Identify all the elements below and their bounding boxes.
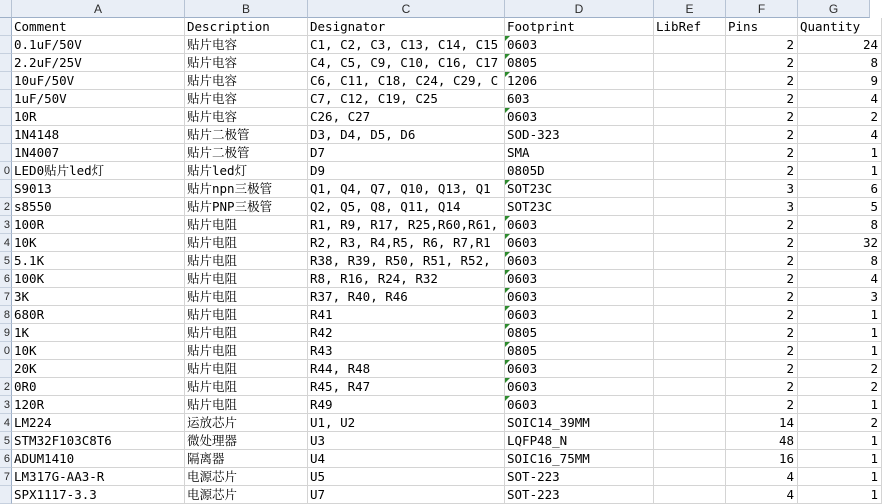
table-row [12, 378, 878, 396]
cell-libref[interactable] [654, 216, 726, 234]
column-header-g[interactable]: G [798, 0, 870, 18]
cell-designator[interactable]: U7 [308, 486, 505, 504]
cell-description[interactable]: 贴片led灯 [185, 162, 308, 180]
table-row [12, 486, 878, 504]
table-row [12, 432, 878, 450]
cell-designator[interactable]: U1, U2 [308, 414, 505, 432]
cell-designator[interactable]: D9 [308, 162, 505, 180]
cell-libref[interactable] [654, 270, 726, 288]
cell-quantity[interactable]: 1 [798, 450, 882, 468]
cell-pins[interactable]: 14 [726, 414, 798, 432]
cell-comment[interactable]: 10R [12, 108, 185, 126]
cell-description[interactable]: 贴片电阻 [185, 234, 308, 252]
cell-quantity[interactable]: 8 [798, 54, 882, 72]
cell-description[interactable]: 贴片电阻 [185, 306, 308, 324]
cell-comment[interactable]: 5.1K [12, 252, 185, 270]
cell-designator[interactable]: Q1, Q4, Q7, Q10, Q13, Q1 [308, 180, 505, 198]
cell-comment[interactable]: 1N4007 [12, 144, 185, 162]
column-header-d[interactable]: D [505, 0, 654, 18]
row-header[interactable] [0, 486, 12, 504]
table-row [12, 234, 878, 252]
header-cell-quantity[interactable]: Quantity [798, 18, 882, 36]
row-header[interactable] [0, 54, 12, 72]
cell-designator[interactable]: D3, D4, D5, D6 [308, 126, 505, 144]
cell-footprint[interactable]: 0603 [505, 234, 654, 252]
cell-libref[interactable] [654, 72, 726, 90]
cell-designator[interactable]: R1, R9, R17, R25,R60,R61, [308, 216, 505, 234]
cell-comment[interactable]: 1K [12, 324, 185, 342]
cell-comment[interactable]: SPX1117-3.3 [12, 486, 185, 504]
row-header[interactable]: 3 [0, 216, 12, 234]
table-row [12, 270, 878, 288]
cell-pins[interactable]: 16 [726, 450, 798, 468]
cell-libref[interactable] [654, 414, 726, 432]
cell-description[interactable]: 贴片电阻 [185, 288, 308, 306]
cell-description[interactable]: 电源芯片 [185, 486, 308, 504]
row-header[interactable]: 4 [0, 414, 12, 432]
cell-pins[interactable]: 2 [726, 288, 798, 306]
cell-libref[interactable] [654, 360, 726, 378]
cell-pins[interactable]: 2 [726, 108, 798, 126]
cell-designator[interactable]: R37, R40, R46 [308, 288, 505, 306]
cell-designator[interactable]: R43 [308, 342, 505, 360]
cell-footprint[interactable]: 0603 [505, 270, 654, 288]
cell-quantity[interactable]: 5 [798, 198, 882, 216]
cell-libref[interactable] [654, 252, 726, 270]
cell-description[interactable]: 运放芯片 [185, 414, 308, 432]
header-cell-description[interactable]: Description [185, 18, 308, 36]
table-row [12, 396, 878, 414]
row-header[interactable] [0, 180, 12, 198]
table-row [12, 126, 878, 144]
row-header[interactable]: 0 [0, 342, 12, 360]
cell-designator[interactable]: R8, R16, R24, R32 [308, 270, 505, 288]
cell-quantity[interactable]: 1 [798, 432, 882, 450]
cell-comment[interactable]: ADUM1410 [12, 450, 185, 468]
row-header[interactable]: 2 [0, 378, 12, 396]
cell-designator[interactable]: C26, C27 [308, 108, 505, 126]
column-header-b[interactable]: B [185, 0, 308, 18]
table-row [12, 180, 878, 198]
cell-designator[interactable]: R44, R48 [308, 360, 505, 378]
cell-quantity[interactable]: 1 [798, 306, 882, 324]
cell-quantity[interactable]: 8 [798, 216, 882, 234]
cell-footprint[interactable]: 0603 [505, 378, 654, 396]
cell-footprint[interactable]: 0603 [505, 306, 654, 324]
cell-libref[interactable] [654, 468, 726, 486]
cell-footprint[interactable]: 0603 [505, 396, 654, 414]
cell-quantity[interactable]: 1 [798, 396, 882, 414]
column-header-e[interactable]: E [654, 0, 726, 18]
row-header[interactable]: 6 [0, 270, 12, 288]
table-row [12, 360, 878, 378]
select-all-corner[interactable] [0, 0, 12, 18]
cell-description[interactable]: 电源芯片 [185, 468, 308, 486]
cell-pins[interactable]: 2 [726, 306, 798, 324]
cell-quantity[interactable]: 1 [798, 324, 882, 342]
cell-quantity[interactable]: 4 [798, 126, 882, 144]
row-header[interactable] [0, 126, 12, 144]
cell-pins[interactable]: 4 [726, 468, 798, 486]
cell-quantity[interactable]: 1 [798, 144, 882, 162]
cell-description[interactable]: 贴片PNP三极管 [185, 198, 308, 216]
cell-comment[interactable]: 2.2uF/25V [12, 54, 185, 72]
cell-libref[interactable] [654, 234, 726, 252]
cell-libref[interactable] [654, 126, 726, 144]
cell-comment[interactable]: 10K [12, 234, 185, 252]
cell-quantity[interactable]: 9 [798, 72, 882, 90]
header-cell-libref[interactable]: LibRef [654, 18, 726, 36]
cell-description[interactable]: 隔离器 [185, 450, 308, 468]
table-row [12, 144, 878, 162]
cell-designator[interactable]: R41 [308, 306, 505, 324]
table-row [12, 36, 878, 54]
cell-libref[interactable] [654, 108, 726, 126]
cell-description[interactable]: 贴片电阻 [185, 216, 308, 234]
row-header[interactable]: 9 [0, 324, 12, 342]
cell-libref[interactable] [654, 432, 726, 450]
cell-libref[interactable] [654, 36, 726, 54]
header-cell-pins[interactable]: Pins [726, 18, 798, 36]
cell-libref[interactable] [654, 144, 726, 162]
cell-pins[interactable]: 2 [726, 234, 798, 252]
cell-designator[interactable]: C1, C2, C3, C13, C14, C15 [308, 36, 505, 54]
cell-quantity[interactable]: 24 [798, 36, 882, 54]
cell-description[interactable]: 贴片电阻 [185, 252, 308, 270]
cell-designator[interactable]: U5 [308, 468, 505, 486]
cell-libref[interactable] [654, 396, 726, 414]
row-header[interactable] [0, 360, 12, 378]
cell-quantity[interactable]: 2 [798, 360, 882, 378]
cell-footprint[interactable]: 0603 [505, 216, 654, 234]
table-row [12, 162, 878, 180]
cell-description[interactable]: 微处理器 [185, 432, 308, 450]
cell-comment[interactable]: S9013 [12, 180, 185, 198]
cell-libref[interactable] [654, 342, 726, 360]
table-row [12, 324, 878, 342]
cell-description[interactable]: 贴片电阻 [185, 396, 308, 414]
cell-quantity[interactable]: 1 [798, 486, 882, 504]
cell-quantity[interactable]: 2 [798, 378, 882, 396]
cell-footprint[interactable]: 0603 [505, 288, 654, 306]
cell-footprint[interactable]: 0805 [505, 342, 654, 360]
row-header[interactable] [0, 18, 12, 36]
cell-footprint[interactable]: SOIC16_75MM [505, 450, 654, 468]
cell-comment[interactable]: LED0贴片led灯 [12, 162, 185, 180]
row-header[interactable]: 8 [0, 306, 12, 324]
cell-pins[interactable]: 2 [726, 360, 798, 378]
cell-designator[interactable]: R42 [308, 324, 505, 342]
row-header[interactable]: 7 [0, 288, 12, 306]
cell-footprint[interactable]: LQFP48_N [505, 432, 654, 450]
cell-footprint[interactable]: 0603 [505, 360, 654, 378]
row-header[interactable]: 4 [0, 234, 12, 252]
cell-libref[interactable] [654, 306, 726, 324]
cell-designator[interactable]: C6, C11, C18, C24, C29, C [308, 72, 505, 90]
cell-footprint[interactable]: 0603 [505, 36, 654, 54]
cell-quantity[interactable]: 1 [798, 342, 882, 360]
cell-libref[interactable] [654, 378, 726, 396]
cell-description[interactable]: 贴片电阻 [185, 270, 308, 288]
cell-description[interactable]: 贴片电阻 [185, 324, 308, 342]
cell-comment[interactable]: 3K [12, 288, 185, 306]
column-header-a[interactable]: A [12, 0, 185, 18]
cell-description[interactable]: 贴片电阻 [185, 378, 308, 396]
column-header-f[interactable]: F [726, 0, 798, 18]
cell-comment[interactable]: LM317G-AA3-R [12, 468, 185, 486]
cell-pins[interactable]: 2 [726, 36, 798, 54]
cell-footprint[interactable]: SOT-223 [505, 486, 654, 504]
cell-pins[interactable]: 2 [726, 324, 798, 342]
row-header[interactable] [0, 36, 12, 54]
cell-pins[interactable]: 2 [726, 270, 798, 288]
cell-footprint[interactable]: 0805 [505, 324, 654, 342]
cell-pins[interactable]: 2 [726, 342, 798, 360]
cell-quantity[interactable]: 1 [798, 468, 882, 486]
cell-libref[interactable] [654, 162, 726, 180]
row-header[interactable]: 0 [0, 162, 12, 180]
table-row [12, 90, 878, 108]
cell-libref[interactable] [654, 450, 726, 468]
cell-designator[interactable]: R38, R39, R50, R51, R52, [308, 252, 505, 270]
cell-comment[interactable]: LM224 [12, 414, 185, 432]
column-header-c[interactable]: C [308, 0, 505, 18]
cell-comment[interactable]: 100K [12, 270, 185, 288]
table-row [12, 72, 878, 90]
cell-designator[interactable]: C7, C12, C19, C25 [308, 90, 505, 108]
cell-description[interactable]: 贴片电阻 [185, 360, 308, 378]
cell-quantity[interactable]: 32 [798, 234, 882, 252]
row-header[interactable] [0, 72, 12, 90]
cell-description[interactable]: 贴片电容 [185, 90, 308, 108]
row-header[interactable]: 3 [0, 396, 12, 414]
row-header[interactable] [0, 90, 12, 108]
cell-pins[interactable]: 2 [726, 216, 798, 234]
table-row [12, 198, 878, 216]
cell-footprint[interactable]: 0603 [505, 108, 654, 126]
cell-libref[interactable] [654, 54, 726, 72]
table-row [12, 414, 878, 432]
cell-pins[interactable]: 48 [726, 432, 798, 450]
row-header[interactable]: 6 [0, 450, 12, 468]
cell-designator[interactable]: R49 [308, 396, 505, 414]
cell-footprint[interactable]: SOT-223 [505, 468, 654, 486]
table-row [12, 468, 878, 486]
cell-libref[interactable] [654, 288, 726, 306]
row-header[interactable]: 2 [0, 198, 12, 216]
cell-designator[interactable]: C4, C5, C9, C10, C16, C17 [308, 54, 505, 72]
cell-pins[interactable]: 3 [726, 180, 798, 198]
row-header[interactable]: 5 [0, 252, 12, 270]
cell-designator[interactable]: U4 [308, 450, 505, 468]
cell-quantity[interactable]: 3 [798, 288, 882, 306]
cell-comment[interactable]: 120R [12, 396, 185, 414]
cell-description[interactable]: 贴片电容 [185, 54, 308, 72]
cell-quantity[interactable]: 4 [798, 90, 882, 108]
cell-libref[interactable] [654, 90, 726, 108]
cell-designator[interactable]: R45, R47 [308, 378, 505, 396]
cell-comment[interactable]: 680R [12, 306, 185, 324]
cell-designator[interactable]: Q2, Q5, Q8, Q11, Q14 [308, 198, 505, 216]
cell-description[interactable]: 贴片电容 [185, 36, 308, 54]
cell-footprint[interactable]: SOT23C [505, 180, 654, 198]
header-cell-designator[interactable]: Designator [308, 18, 505, 36]
cell-footprint[interactable]: 0603 [505, 252, 654, 270]
cell-designator[interactable]: U3 [308, 432, 505, 450]
cell-libref[interactable] [654, 198, 726, 216]
row-header[interactable] [0, 108, 12, 126]
cell-comment[interactable]: 10uF/50V [12, 72, 185, 90]
table-row [12, 288, 878, 306]
table-row [12, 54, 878, 72]
cell-pins[interactable]: 2 [726, 252, 798, 270]
cell-pins[interactable]: 2 [726, 396, 798, 414]
cell-quantity[interactable]: 6 [798, 180, 882, 198]
cell-quantity[interactable]: 2 [798, 414, 882, 432]
table-row [12, 306, 878, 324]
cell-footprint[interactable]: SOIC14_39MM [505, 414, 654, 432]
cell-description[interactable]: 贴片电容 [185, 72, 308, 90]
cell-pins[interactable]: 4 [726, 486, 798, 504]
table-row [12, 108, 878, 126]
cell-pins[interactable]: 2 [726, 144, 798, 162]
cell-libref[interactable] [654, 180, 726, 198]
cell-comment[interactable]: 10K [12, 342, 185, 360]
row-header[interactable] [0, 144, 12, 162]
cell-pins[interactable]: 2 [726, 162, 798, 180]
cell-description[interactable]: 贴片电容 [185, 108, 308, 126]
header-data-row [12, 18, 870, 36]
table-row [12, 252, 878, 270]
cell-footprint[interactable]: 0805 [505, 54, 654, 72]
cell-pins[interactable]: 2 [726, 90, 798, 108]
header-cell-comment[interactable]: Comment [12, 18, 185, 36]
cell-description[interactable]: 贴片npn三极管 [185, 180, 308, 198]
cell-designator[interactable]: D7 [308, 144, 505, 162]
cell-footprint[interactable]: 603 [505, 90, 654, 108]
cell-comment[interactable]: 100R [12, 216, 185, 234]
header-cell-footprint[interactable]: Footprint [505, 18, 654, 36]
cell-pins[interactable]: 2 [726, 54, 798, 72]
cell-quantity[interactable]: 2 [798, 108, 882, 126]
table-row [12, 216, 878, 234]
cell-comment[interactable]: 1uF/50V [12, 90, 185, 108]
cell-designator[interactable]: R2, R3, R4,R5, R6, R7,R1 [308, 234, 505, 252]
cell-comment[interactable]: 1N4148 [12, 126, 185, 144]
cell-pins[interactable]: 3 [726, 198, 798, 216]
cell-comment[interactable]: 0R0 [12, 378, 185, 396]
cell-description[interactable]: 贴片二极管 [185, 144, 308, 162]
cell-footprint[interactable]: SMA [505, 144, 654, 162]
cell-pins[interactable]: 2 [726, 72, 798, 90]
cell-pins[interactable]: 2 [726, 126, 798, 144]
cell-comment[interactable]: 0.1uF/50V [12, 36, 185, 54]
cell-footprint[interactable]: 0805D [505, 162, 654, 180]
row-header[interactable]: 5 [0, 432, 12, 450]
cell-quantity[interactable]: 8 [798, 252, 882, 270]
cell-comment[interactable]: s8550 [12, 198, 185, 216]
row-header[interactable]: 7 [0, 468, 12, 486]
table-row [12, 450, 878, 468]
cell-description[interactable]: 贴片电阻 [185, 342, 308, 360]
cell-footprint[interactable]: 1206 [505, 72, 654, 90]
cell-description[interactable]: 贴片二极管 [185, 126, 308, 144]
cell-quantity[interactable]: 4 [798, 270, 882, 288]
table-row [12, 342, 878, 360]
cell-footprint[interactable]: SOD-323 [505, 126, 654, 144]
cell-pins[interactable]: 2 [726, 378, 798, 396]
cell-quantity[interactable]: 1 [798, 162, 882, 180]
cell-comment[interactable]: 20K [12, 360, 185, 378]
cell-comment[interactable]: STM32F103C8T6 [12, 432, 185, 450]
cell-libref[interactable] [654, 486, 726, 504]
cell-libref[interactable] [654, 324, 726, 342]
cell-footprint[interactable]: SOT23C [505, 198, 654, 216]
